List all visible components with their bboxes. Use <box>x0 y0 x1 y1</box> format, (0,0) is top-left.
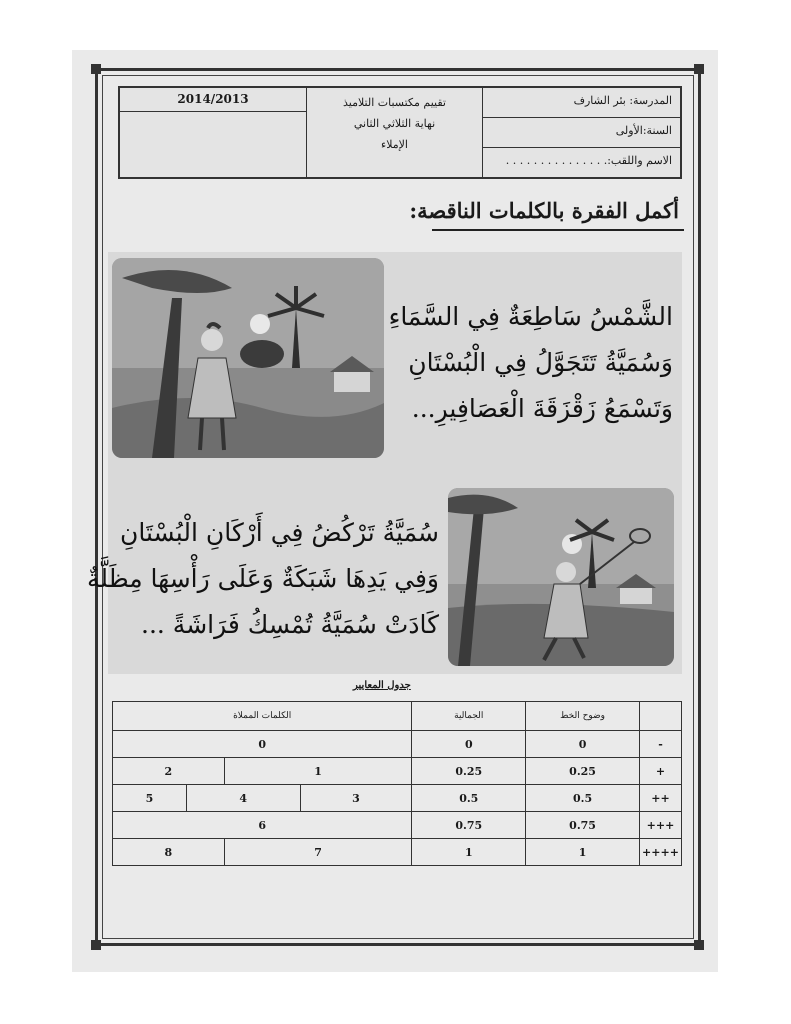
level-cell: ++ <box>639 785 681 812</box>
border-corner <box>91 940 101 950</box>
table-cell: 1 <box>526 839 640 866</box>
level-cell: - <box>639 731 681 758</box>
level-cell: + <box>639 758 681 785</box>
school-name: المدرسة: بئر الشارف <box>483 88 680 118</box>
table-cell: 5 <box>113 785 187 812</box>
table-cell: 0.75 <box>526 812 640 839</box>
level-cell: +++ <box>639 812 681 839</box>
table-cell: 0.25 <box>412 758 526 785</box>
table-row <box>113 731 682 758</box>
table-cell: 0 <box>526 731 640 758</box>
table-cell: 0.5 <box>526 785 640 812</box>
grade-level: السنة:الأولى <box>483 118 680 148</box>
table-cell: 8 <box>113 839 225 866</box>
text-line: وَسُمَيَّةُ تَتَجَوَّلُ فِي الْبُسْتَانِ <box>408 348 673 377</box>
exam-title-line: نهاية الثلاثي الثاني <box>353 117 436 130</box>
table-row <box>113 812 682 839</box>
table-cell: 7 <box>224 839 412 866</box>
table-cell: 1 <box>412 839 526 866</box>
paragraph-1 <box>389 294 673 432</box>
table-cell: 2 <box>113 758 225 785</box>
exam-title-line: تقييم مكتسبات التلاميذ <box>343 96 446 109</box>
exam-header <box>118 86 682 179</box>
header-words: الكلمات المملاة <box>113 702 412 731</box>
text-line: كَادَتْ سُمَيَّةُ تُمْسِكُ فَرَاشَةً ... <box>141 610 439 639</box>
girl-in-garden-illustration <box>112 258 384 458</box>
girl-chasing-butterfly-illustration <box>448 488 674 666</box>
header-level <box>639 702 681 731</box>
exam-subject: الإملاء <box>381 138 408 151</box>
text-line: سُمَيَّةُ تَرْكُضُ فِي أَرْكَانِ الْبُسْتَانِ <box>119 518 439 547</box>
border-corner <box>694 64 704 74</box>
criteria-title: جدول المعايير <box>353 680 411 691</box>
header-clarity: وضوح الخط <box>526 702 640 731</box>
table-cell: 6 <box>113 812 412 839</box>
text-line: وَتَسْمَعُ زَقْزَقَةَ الْعَصَافِيرِ... <box>411 394 673 423</box>
year-cell <box>120 88 306 177</box>
criteria-table <box>112 701 682 866</box>
instruction-heading: أكمل الفقرة بالكلمات الناقصة: <box>409 198 679 223</box>
table-cell: 0 <box>412 731 526 758</box>
table-cell: 0.5 <box>412 785 526 812</box>
paragraph-2 <box>87 510 439 648</box>
header-aesthetics: الجمالية <box>412 702 526 731</box>
table-row <box>113 785 682 812</box>
heading-underline <box>432 229 684 231</box>
table-cell: 1 <box>224 758 412 785</box>
table-cell: 0.25 <box>526 758 640 785</box>
border-corner <box>91 64 101 74</box>
table-row <box>113 839 682 866</box>
name-field[interactable]: الاسم واللقب:. . . . . . . . . . . . . . . <box>505 154 672 167</box>
table-row <box>113 758 682 785</box>
school-year: 2014/2013 <box>177 92 249 106</box>
student-info-cell <box>482 88 680 177</box>
border-corner <box>694 940 704 950</box>
text-line: وَفِي يَدِهَا شَبَكَةٌ وَعَلَى رَأْسِهَا مِظَلَّةٌ <box>87 564 439 593</box>
table-row <box>113 702 682 731</box>
table-cell: 4 <box>186 785 300 812</box>
exam-title-cell <box>306 88 482 177</box>
table-cell: 0.75 <box>412 812 526 839</box>
table-cell: 0 <box>113 731 412 758</box>
level-cell: ++++ <box>639 839 681 866</box>
text-line: الشَّمْسُ سَاطِعَةٌ فِي السَّمَاءِ <box>388 302 673 331</box>
table-cell: 3 <box>300 785 412 812</box>
